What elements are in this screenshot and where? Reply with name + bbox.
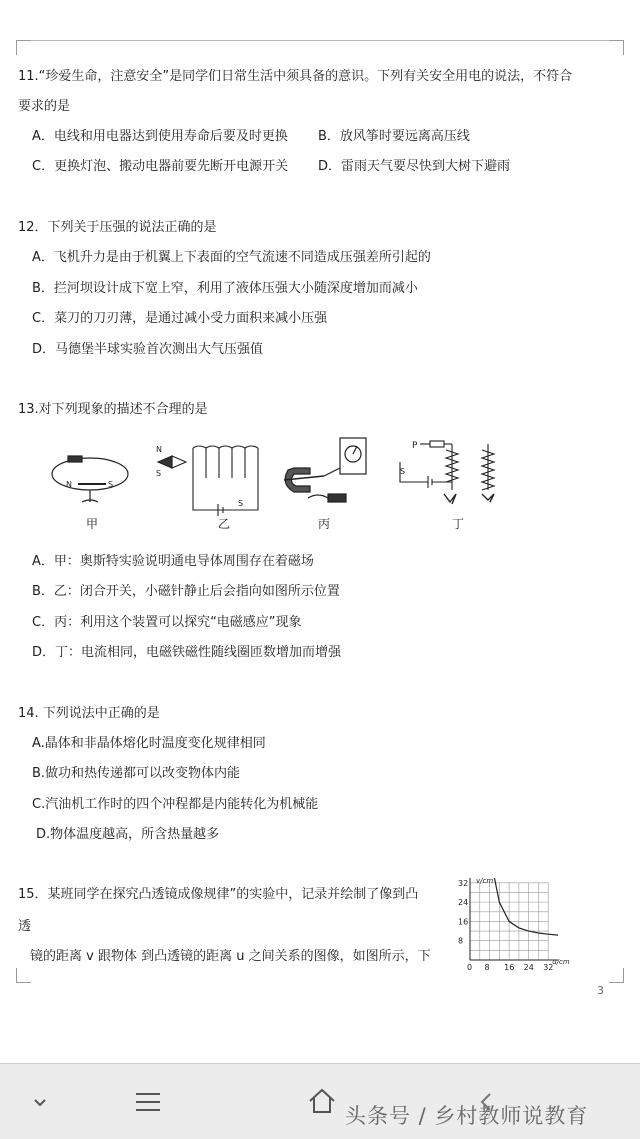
- y-tick-label: 24: [458, 898, 469, 908]
- q14-option-d: D.物体温度越高，所含热量越多: [36, 827, 220, 842]
- q14-option-a: A.晶体和非晶体熔化时温度变化规律相同: [32, 736, 266, 751]
- q12-option-c: C．菜刀的刀刃薄，是通过减小受力面积来减小压强: [32, 311, 328, 326]
- corner-mark: [609, 968, 624, 983]
- x-tick-label: 24: [523, 963, 534, 972]
- y-axis-label: v/cm: [476, 877, 494, 885]
- fig-letter-s: S: [238, 499, 244, 508]
- watermark-text: 头条号 / 乡村教师说教育: [345, 1104, 589, 1128]
- figure-jia: [52, 456, 128, 502]
- chevron-down-icon: [28, 1090, 52, 1114]
- q15-stem-line3: 镜的距离 v 跟物体 到凸透镜的距离 u 之间关系的图像，如图所示，下: [30, 949, 431, 964]
- fig-letter-n: N: [66, 480, 72, 489]
- figure-label-yi: 乙: [218, 517, 231, 531]
- home-icon: [306, 1086, 338, 1116]
- q13-figures: [48, 432, 528, 540]
- x-tick-label: 16: [504, 963, 515, 972]
- q12-option-a: A．飞机升力是由于机翼上下表面的空气流速不同造成压强差所引起的: [32, 250, 431, 265]
- q13-option-d: D．丁：电流相同，电磁铁磁性随线圈匝数增加而增强: [32, 645, 342, 660]
- q12-stem: 12．下列关于压强的说法正确的是: [18, 220, 217, 235]
- q12-option-d: D．马德堡半球实验首次测出大气压强值: [32, 342, 264, 357]
- fig-letter-s: S: [400, 467, 406, 476]
- menu-button[interactable]: [132, 1088, 164, 1116]
- figure-label-bing: 丙: [318, 517, 331, 531]
- corner-mark: [16, 40, 31, 55]
- figure-yi: [156, 445, 258, 516]
- q15-chart: [452, 868, 592, 978]
- x-axis-label: u/cm: [552, 958, 570, 966]
- fig-letter-p: P: [412, 441, 418, 451]
- q14-stem: 14. 下列说法中正确的是: [18, 706, 160, 721]
- page-top-border: [30, 40, 610, 41]
- q12-option-b: B．拦河坝设计成下宽上窄，利用了液体压强大小随深度增加而减小: [32, 281, 418, 296]
- figure-ding: [400, 441, 494, 504]
- q14-option-c: C.汽油机工作时的四个冲程都是内能转化为机械能: [32, 797, 319, 812]
- fig-letter-s: S: [156, 469, 162, 478]
- page-number: 3: [597, 984, 604, 997]
- q11-option-a: A．电线和用电器达到使用寿命后要及时更换: [32, 129, 288, 144]
- y-tick-label: 32: [458, 878, 469, 888]
- x-tick-label: 8: [484, 963, 490, 972]
- q13-option-a: A．甲：奥斯特实验说明通电导体周围存在着磁场: [32, 554, 314, 569]
- q11-option-c: C．更换灯泡、搬动电器前要先断开电源开关: [32, 159, 289, 174]
- corner-mark: [609, 40, 624, 55]
- corner-mark: [16, 968, 31, 983]
- q13-stem: 13.对下列现象的描述不合理的是: [18, 402, 208, 417]
- q15-stem-line2: 透: [18, 919, 32, 934]
- q14-option-b: B.做功和热传递都可以改变物体内能: [32, 766, 241, 781]
- figure-label-ding: 丁: [452, 517, 465, 531]
- menu-icon: [132, 1088, 164, 1116]
- q11-stem-cont: 要求的是: [18, 99, 71, 114]
- figure-bing: [284, 438, 366, 502]
- y-tick-label: 16: [458, 917, 469, 927]
- fig-letter-n: N: [156, 445, 162, 454]
- collapse-button[interactable]: [28, 1090, 52, 1114]
- x-tick-label: 32: [543, 963, 554, 972]
- x-tick-label: 0: [467, 963, 473, 972]
- q11-option-b: B．放风筝时要远离高压线: [318, 129, 470, 144]
- fig-letter-s: S: [108, 480, 114, 489]
- q11-option-d: D．雷雨天气要尽快到大树下避雨: [318, 159, 511, 174]
- q13-option-b: B．乙：闭合开关，小磁针静止后会指向如图所示位置: [32, 584, 340, 599]
- home-button[interactable]: [306, 1086, 338, 1116]
- q13-option-c: C．丙：利用这个装置可以探究“电磁感应”现象: [32, 615, 302, 630]
- q15-stem-line1: 15．某班同学在探究凸透镜成像规律”的实验中，记录并绘制了像到凸: [18, 887, 419, 902]
- figure-label-jia: 甲: [86, 517, 99, 531]
- y-tick-label: 8: [458, 936, 464, 946]
- q11-stem: 11.“珍爱生命，注意安全”是同学们日常生活中须具备的意识。下列有关安全用电的说法，不符合: [18, 69, 573, 84]
